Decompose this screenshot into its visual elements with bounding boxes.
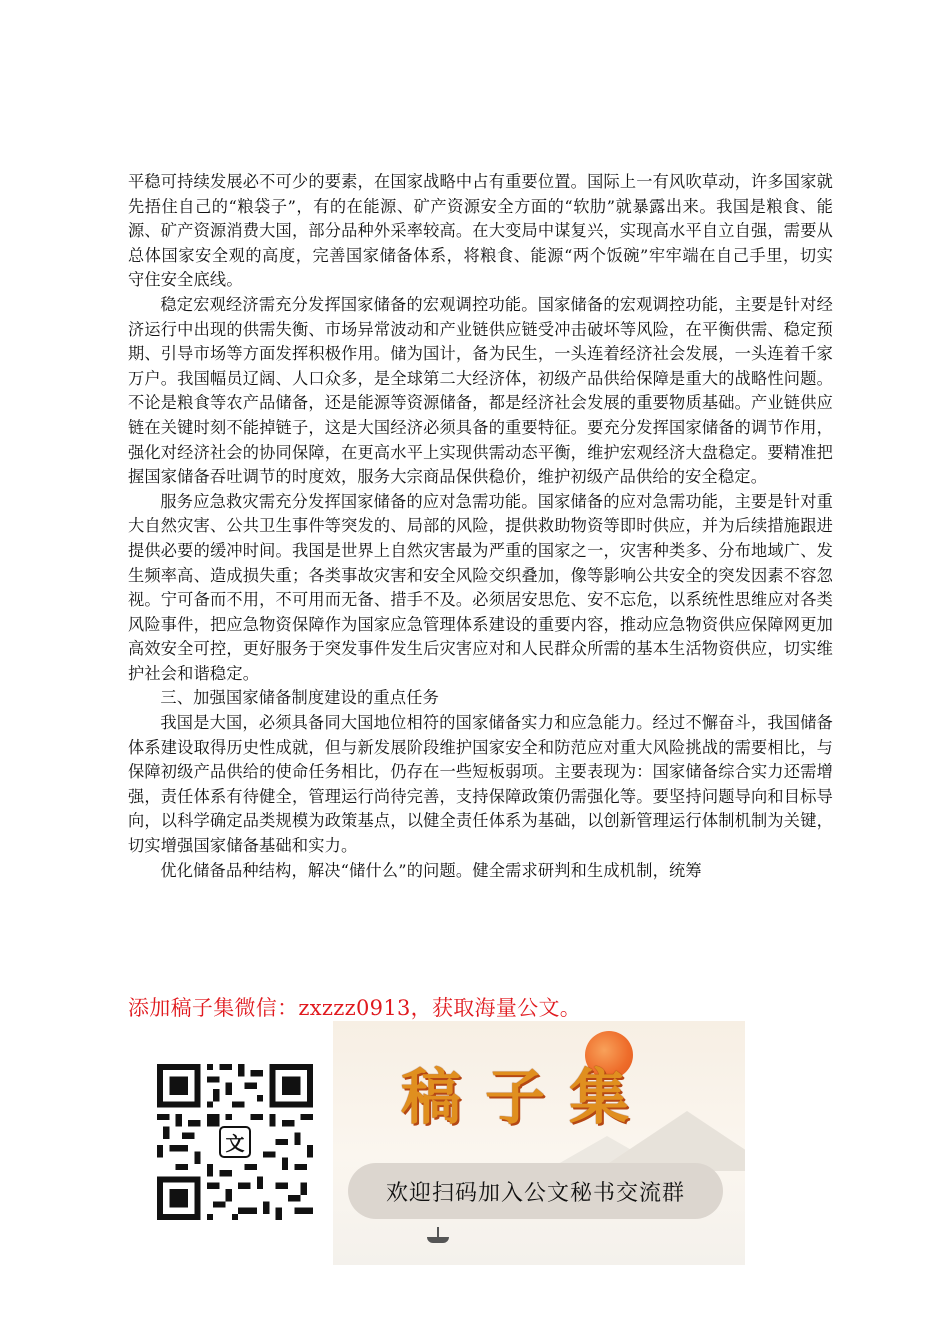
brand-title: 稿子集: [401, 1063, 653, 1133]
join-group-button[interactable]: 欢迎扫码加入公文秘书交流群: [348, 1163, 723, 1219]
section-heading: 三、加强国家储备制度建设的重点任务: [160, 688, 439, 708]
boat-icon: [427, 1237, 449, 1243]
document-body: [128, 170, 833, 883]
promo-wechat-line: 添加稿子集微信：zxzzz0913，获取海量公文。: [128, 996, 582, 1020]
promo-banner: [127, 1021, 745, 1265]
paragraph-6: 优化储备品种结构，解决“储什么”的问题。健全需求研判和生成机制，统筹: [160, 860, 702, 880]
paragraph-5: 我国是大国，必须具备同大国地位相符的国家储备实力和应急能力。经过不懈奋斗，我国储备体系建设取得历史性成就，但与新发展阶段维护国家安全和防范应对重大风险挑战的需要相比，与保障初级产品供给的使命任务相比，仍存在一些短板弱项。主要表现为：国家储备综合实力还需增强，责任体系有待健全，管理运行尚待完善，支持保障政策仍需强化等。要坚持问题导向和目标导向，以科学确定品类规模为政策基点，以健全责任体系为基础，以创新管理运行体制机制为关键，切实增强国家储备基础和实力。: [128, 713, 833, 856]
boat-icon: [437, 1227, 439, 1237]
paragraph-3: 服务应急救灾需充分发挥国家储备的应对急需功能。国家储备的应对急需功能，主要是针对重大自然灾害、公共卫生事件等突发的、局部的风险，提供救助物资等即时供应，并为后续措施跟进提供必要的缓冲时间。我国是世界上自然灾害最为严重的国家之一，灾害种类多、分布地域广、发生频率高、造成损失重；各类事故灾害和安全风险交织叠加，像等影响公共安全的突发因素不容忽视。宁可备而不用，不可用而无备、措手不及。必须居安思危、安不忘危，以系统性思维应对各类风险事件，把应急物资保障作为国家应急管理体系建设的重要内容，推动应急物资供应保障网更加高效安全可控，更好服务于突发事件发生后灾害应对和人民群众所需的基本生活物资供应，切实维护社会和谐稳定。: [128, 491, 833, 683]
qr-card: [127, 1021, 333, 1265]
qr-logo-icon: 文: [219, 1126, 251, 1158]
paragraph-2: 稳定宏观经济需充分发挥国家储备的宏观调控功能。国家储备的宏观调控功能，主要是针对经济运行中出现的供需失衡、市场异常波动和产业链供应链受冲击破坏等风险，在平衡供需、稳定预期、引导市场等方面发挥积极作用。储为国计，备为民生，一头连着经济社会发展，一头连着千家万户。我国幅员辽阔、人口众多，是全球第二大经济体，初级产品供给保障是重大的战略性问题。不论是粮食等农产品储备，还是能源等资源储备，都是经济社会发展的重要物质基础。产业链供应链在关键时刻不能掉链子，这是大国经济必须具备的重要特征。要充分发挥国家储备的调节作用，强化对经济社会的协同保障，在更高水平上实现供需动态平衡，维护宏观经济大盘稳定。要精准把握国家储备吞吐调节的时度效，服务大宗商品保供稳价，维护初级产品供给的安全稳定。: [128, 294, 833, 487]
paragraph-1: 平稳可持续发展必不可少的要素，在国家战略中占有重要位置。国际上一有风吹草动，许多国家就先捂住自己的“粮袋子”，有的在能源、矿产资源安全方面的“软肋”就暴露出来。我国是粮食、能源、矿产资源消费大国，部分品种外采率较高。在大变局中谋复兴，实现高水平自立自强，需要从总体国家安全观的高度，完善国家储备体系，将粮食、能源“两个饭碗”牢牢端在自己手里，切实守住安全底线。: [128, 172, 833, 290]
